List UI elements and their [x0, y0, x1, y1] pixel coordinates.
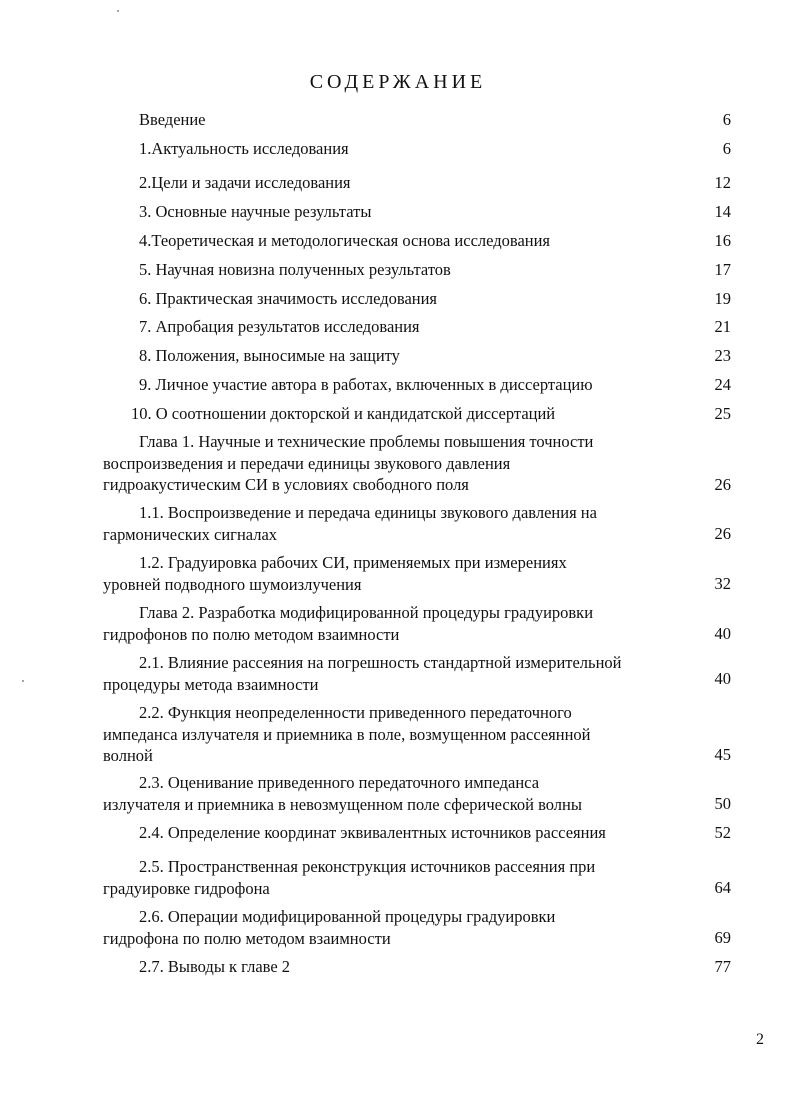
toc-entry-title: 5. Научная новизна полученных результатов — [139, 260, 451, 279]
toc-entry — [139, 316, 420, 338]
toc-entry-title-line: 1.2. Градуировка рабочих СИ, применяемых при измерениях — [139, 553, 567, 572]
toc-entry-title: 6. Практическая значимость исследования — [139, 289, 438, 308]
toc-entry-title: 2.Цели и задачи исследования — [139, 173, 351, 192]
toc-entry — [139, 374, 593, 396]
toc-entry-title: 2.4. Определение координат эквивалентных источников рассеяния — [139, 823, 606, 842]
toc-entry — [139, 259, 451, 281]
toc-entry-title-line: излучателя и приемника в невозмущенном поле сферической волны — [103, 794, 582, 814]
toc-entry-page: 19 — [714, 289, 731, 308]
toc-entry-title-line: уровней подводного шумоизлучения — [103, 574, 362, 594]
toc-entry — [139, 288, 437, 310]
toc-entry-page: 16 — [714, 231, 731, 250]
toc-entry-title: 3. Основные научные результаты — [139, 202, 372, 221]
toc-entry-title-line: Глава 1. Научные и технические проблемы повышения точности — [139, 432, 594, 451]
scan-speck — [117, 10, 119, 12]
toc-entry-page: 24 — [714, 375, 731, 394]
page-number: 2 — [756, 1031, 764, 1048]
toc-entry-title-line: 1.1. Воспроизведение и передача единицы звукового давления на — [139, 503, 597, 522]
toc-entry-page: 25 — [714, 404, 731, 423]
toc-entry-title-line: импеданса излучателя и приемника в поле, возмущенном рассеянной — [103, 724, 591, 744]
toc-entry-page: 6 — [722, 110, 731, 129]
toc-entry-page: 45 — [714, 745, 731, 764]
toc-entry — [139, 345, 400, 367]
toc-entry-page: 23 — [714, 346, 731, 365]
toc-entry-title-line: гидрофонов по полю методом взаимности — [103, 624, 400, 644]
toc-entry — [139, 822, 606, 844]
toc-entry — [103, 772, 582, 815]
toc-entry-title-line: 2.1. Влияние рассеяния на погрешность стандартной измерительной — [139, 653, 622, 672]
toc-entry — [139, 172, 351, 194]
toc-entry-page: 21 — [714, 317, 731, 336]
toc-entry-title: 8. Положения, выносимые на защиту — [139, 346, 400, 365]
toc-entry-title-line: процедуры метода взаимности — [103, 674, 319, 694]
toc-entry-page: 14 — [714, 202, 731, 221]
toc-entry — [131, 403, 555, 425]
toc-entry-title-line: гидроакустическим СИ в условиях свободного поля — [103, 475, 469, 494]
toc-entry — [103, 431, 593, 496]
toc-entry-page: 17 — [714, 260, 731, 279]
toc-entry — [139, 138, 349, 160]
toc-entry-title-line: Глава 2. Разработка модифицированной процедуры градуировки — [139, 603, 594, 622]
toc-entry-page: 77 — [714, 957, 731, 976]
toc-entry-title: 7. Апробация результатов исследования — [139, 317, 420, 336]
toc-entry — [139, 109, 206, 131]
toc-entry-title-line: градуировке гидрофона — [103, 878, 270, 898]
toc-entry-title-line: гидрофона по полю методом взаимности — [103, 928, 391, 948]
toc-entry-title-line: воспроизведения и передачи единицы звукового давления — [103, 453, 511, 473]
toc-entry-page: 52 — [714, 823, 731, 842]
toc-entry-title: 4.Теоретическая и методологическая основа исследования — [139, 231, 551, 250]
toc-entry-page: 26 — [714, 475, 731, 494]
toc-entry-page: 12 — [714, 173, 731, 192]
toc-entry-title: Введение — [139, 110, 206, 129]
toc-entry-page: 40 — [714, 624, 731, 643]
toc-entry — [139, 230, 550, 252]
toc-entry-page: 50 — [714, 794, 731, 813]
toc-entry — [103, 906, 555, 949]
toc-entry-page: 69 — [714, 928, 731, 947]
toc-entry — [103, 702, 591, 767]
toc-entry — [139, 956, 290, 978]
toc-entry-title: 1.Актуальность исследования — [139, 139, 349, 158]
scan-speck — [22, 680, 24, 682]
toc-entry — [139, 201, 371, 223]
toc-entry-title: 9. Личное участие автора в работах, включенных в диссертацию — [139, 375, 593, 394]
toc-entry-page: 32 — [714, 574, 731, 593]
page-title: СОДЕРЖАНИЕ — [309, 71, 487, 93]
toc-entry-title-line: 2.5. Пространственная реконструкция источников рассеяния при — [139, 857, 596, 876]
toc-entry-page: 40 — [714, 669, 731, 688]
toc-entry-title: 2.7. Выводы к главе 2 — [139, 957, 291, 976]
toc-entry-page: 6 — [722, 139, 731, 158]
toc-entry-title-line: гармонических сигналах — [103, 524, 278, 544]
toc-entry-title-line: 2.2. Функция неопределенности приведенного передаточного — [139, 703, 572, 722]
toc-entry — [103, 652, 621, 695]
toc-entry — [103, 552, 567, 595]
toc-entry-title-line: 2.3. Оценивание приведенного передаточного импеданса — [139, 773, 540, 792]
toc-entry-title: 10. О соотношении докторской и кандидатской диссертаций — [131, 404, 556, 423]
toc-entry-page: 64 — [714, 878, 731, 897]
toc-entry — [103, 856, 595, 899]
toc-entry-page: 26 — [714, 524, 731, 543]
toc-entry — [103, 502, 597, 545]
toc-entry-title-line: 2.6. Операции модифицированной процедуры градуировки — [139, 907, 556, 926]
toc-entry-title-line: волной — [103, 746, 153, 765]
toc-entry — [103, 602, 593, 645]
